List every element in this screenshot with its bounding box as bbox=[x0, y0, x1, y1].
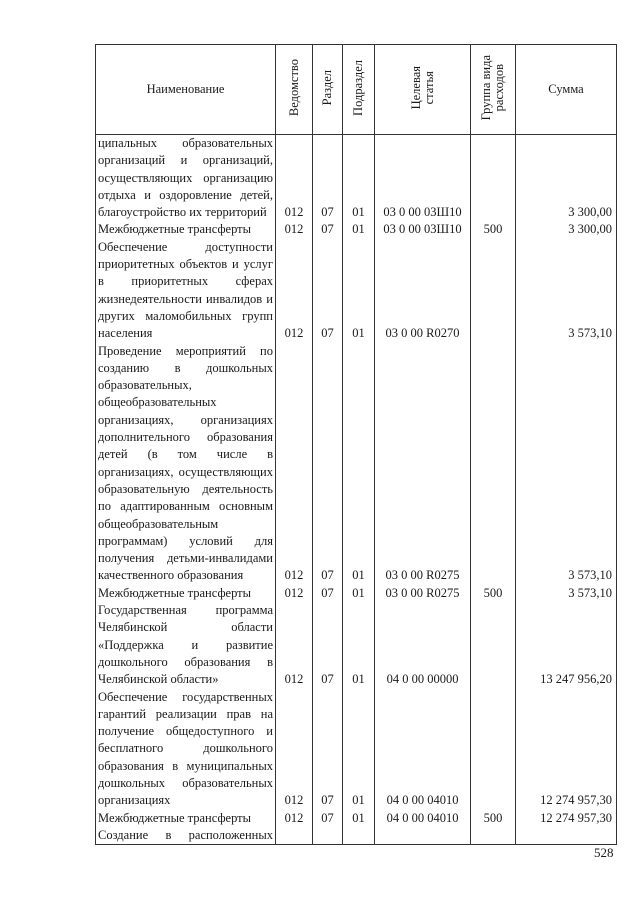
row-pod: 01 bbox=[343, 810, 375, 827]
row-raz: 07 bbox=[313, 239, 343, 343]
row-name: Межбюджетные трансферты bbox=[96, 810, 276, 827]
row-raz: 07 bbox=[313, 602, 343, 688]
row-sum: 12 274 957,30 bbox=[516, 810, 617, 827]
row-raz: 07 bbox=[313, 585, 343, 602]
row-sum: 12 274 957,30 bbox=[516, 689, 617, 810]
header-vedomstvo: Ведомство bbox=[276, 45, 313, 135]
row-name: Проведение мероприятий по созданию в дошкольных образовательных, общеобразовательных организациях, организациях дополнительного образования детей (в том числе в организациях, осуществляющих образовательную деятельность по адаптированным основным общеобразовательным программам) условий для получения детьми-инвалидами качественного образования bbox=[96, 343, 276, 585]
row-target: 03 0 00 03Ш10 bbox=[375, 221, 471, 238]
row-pod: 01 bbox=[343, 602, 375, 688]
row-raz: 07 bbox=[313, 689, 343, 810]
row-name: Межбюджетные трансферты bbox=[96, 585, 276, 602]
row-ved: 012 bbox=[276, 585, 313, 602]
table-header bbox=[96, 45, 617, 135]
row-group bbox=[471, 239, 516, 343]
row-group: 500 bbox=[471, 810, 516, 827]
row-pod: 01 bbox=[343, 221, 375, 238]
header-sum: Сумма bbox=[516, 45, 617, 135]
row-name: Обеспечение государственных гарантий реализации прав на получение общедоступного и бесплатного дошкольного образования в муниципальных дошкольных образовательных организациях bbox=[96, 689, 276, 810]
row-pod: 01 bbox=[343, 689, 375, 810]
row-raz: 07 bbox=[313, 221, 343, 238]
row-group bbox=[471, 689, 516, 810]
row-group: 500 bbox=[471, 221, 516, 238]
row-group bbox=[471, 135, 516, 222]
table-row bbox=[96, 239, 617, 343]
table-row bbox=[96, 221, 617, 238]
row-raz: 07 bbox=[313, 810, 343, 827]
row-sum: 3 573,10 bbox=[516, 239, 617, 343]
row-group bbox=[471, 602, 516, 688]
table-body bbox=[96, 135, 617, 845]
table-row bbox=[96, 689, 617, 810]
row-name: Создание в расположенных bbox=[96, 827, 276, 845]
row-target: 04 0 00 00000 bbox=[375, 602, 471, 688]
row-sum: 3 300,00 bbox=[516, 221, 617, 238]
table-row bbox=[96, 810, 617, 827]
row-name: ципальных образовательных организаций и организаций, осуществляющих организацию отдыха и оздоровление детей, благоустройство их территорий bbox=[96, 135, 276, 222]
row-raz: 07 bbox=[313, 343, 343, 585]
row-name: Межбюджетные трансферты bbox=[96, 221, 276, 238]
row-group bbox=[471, 827, 516, 845]
header-name: Наименование bbox=[96, 45, 276, 135]
table-row bbox=[96, 827, 617, 845]
row-ved: 012 bbox=[276, 135, 313, 222]
row-group: 500 bbox=[471, 585, 516, 602]
row-target: 04 0 00 04010 bbox=[375, 689, 471, 810]
row-ved bbox=[276, 827, 313, 845]
table-row bbox=[96, 343, 617, 585]
row-target: 04 0 00 04010 bbox=[375, 810, 471, 827]
header-target: Целевая статья bbox=[375, 45, 471, 135]
row-raz: 07 bbox=[313, 135, 343, 222]
row-target: 03 0 00 R0270 bbox=[375, 239, 471, 343]
budget-table bbox=[95, 44, 617, 845]
row-pod: 01 bbox=[343, 343, 375, 585]
row-group bbox=[471, 343, 516, 585]
row-name: Обеспечение доступности приоритетных объектов и услуг в приоритетных сферах жизнедеятельности инвалидов и других маломобильных групп населения bbox=[96, 239, 276, 343]
row-pod: 01 bbox=[343, 135, 375, 222]
row-target: 03 0 00 R0275 bbox=[375, 585, 471, 602]
row-ved: 012 bbox=[276, 343, 313, 585]
row-ved: 012 bbox=[276, 689, 313, 810]
row-pod: 01 bbox=[343, 585, 375, 602]
row-sum: 3 573,10 bbox=[516, 343, 617, 585]
table-row bbox=[96, 602, 617, 688]
row-ved: 012 bbox=[276, 239, 313, 343]
row-raz bbox=[313, 827, 343, 845]
row-name: Государственная программа Челябинской области «Поддержка и развитие дошкольного образования в Челябинской области» bbox=[96, 602, 276, 688]
row-target bbox=[375, 827, 471, 845]
row-pod bbox=[343, 827, 375, 845]
table-row bbox=[96, 585, 617, 602]
row-ved: 012 bbox=[276, 810, 313, 827]
row-sum: 3 573,10 bbox=[516, 585, 617, 602]
table-row bbox=[96, 135, 617, 222]
page-number: 528 bbox=[594, 845, 614, 860]
row-pod: 01 bbox=[343, 239, 375, 343]
header-podrazdel: Подраздел bbox=[343, 45, 375, 135]
header-razdel: Раздел bbox=[313, 45, 343, 135]
row-sum: 13 247 956,20 bbox=[516, 602, 617, 688]
row-ved: 012 bbox=[276, 221, 313, 238]
row-ved: 012 bbox=[276, 602, 313, 688]
row-sum: 3 300,00 bbox=[516, 135, 617, 222]
row-sum bbox=[516, 827, 617, 845]
header-group: Группа вида расходов bbox=[471, 45, 516, 135]
row-target: 03 0 00 03Ш10 bbox=[375, 135, 471, 222]
row-target: 03 0 00 R0275 bbox=[375, 343, 471, 585]
